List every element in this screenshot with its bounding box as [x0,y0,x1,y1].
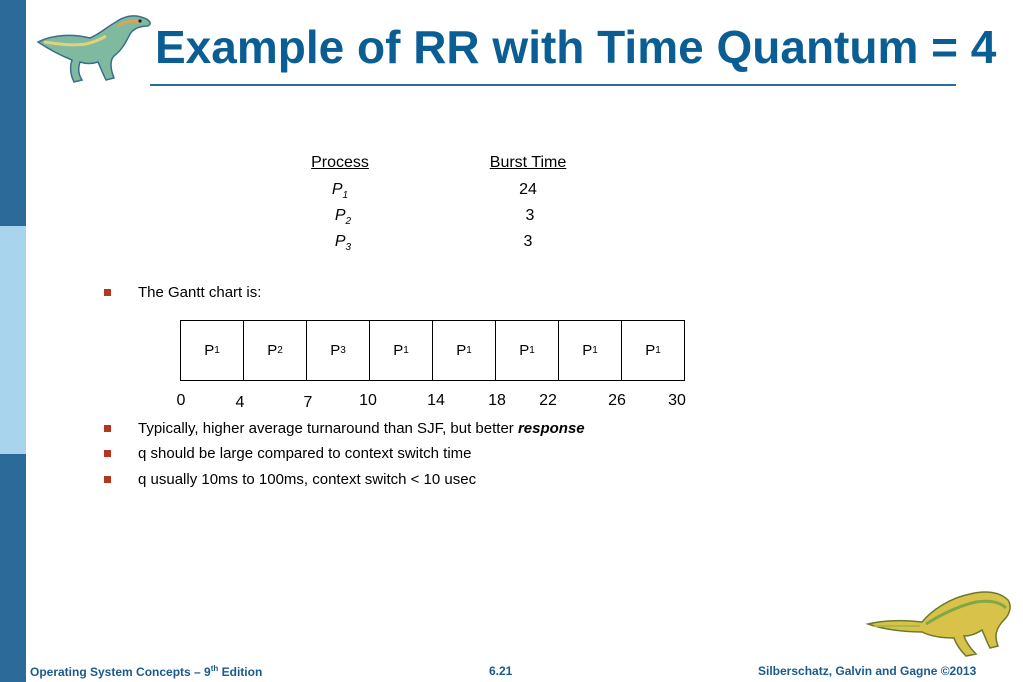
gantt-cell: P 1 [181,321,244,380]
gantt-tick-label: 22 [539,392,557,409]
process-name: $P_2$ [334,207,352,228]
gantt-tick-label: 7 [303,394,313,411]
gantt-cell: P 1 [645,342,661,359]
gantt-tick-label: 0 [176,392,186,409]
bullet-text: Typically, higher average turnaround than SJF, but better response [138,420,585,437]
gantt-tick-label: 26 [608,392,626,409]
title-divider [150,84,956,86]
bullet-text: q usually 10ms to 100ms, context switch < 10 usec [138,471,477,488]
sidebar-segment-middle [0,226,26,454]
gantt-cell: P 1 [370,321,433,380]
bullet-marker [104,425,111,432]
dinosaur-icon [34,4,156,86]
footer-copyright: Silberschatz, Galvin and Gagne ©2013 [758,664,977,678]
gantt-intro-text: The Gantt chart is: [138,284,262,301]
gantt-tick-label: 10 [359,392,377,409]
left-sidebar [0,0,26,682]
gantt-tick-label: 4 [235,394,245,411]
burst-time: 24 [519,181,537,198]
gantt-cell: P 1 [496,321,559,380]
sidebar-segment-bottom [0,454,26,682]
gantt-cell: P 1 [559,321,622,380]
gantt-cell: P 3 [307,321,370,380]
gantt-tick-label: 14 [427,392,445,409]
bullet-marker [104,289,111,296]
bullet-text: q should be large compared to context switch time [138,445,472,462]
process-header: Process [311,154,369,171]
dinosaur-icon [866,584,1014,660]
process-name: $P_1$ [331,181,349,202]
sidebar-segment-top [0,0,26,226]
gantt-cell: P 1 [433,321,496,380]
slide-title: Example of RR with Time Quantum = 4 [155,21,997,73]
bullet-marker [104,476,111,483]
emphasis-text: response [517,420,585,437]
footer-page-number: 6.21 [489,664,513,678]
gantt-cell: P 2 [244,321,307,380]
footer-book-title: Operating System Concepts – 9th Edition [30,664,263,679]
process-name: $P_3$ [334,233,352,254]
gantt-tick-label: 18 [488,392,506,409]
burst-time: 3 [525,207,535,224]
burst-time-header: Burst Time [489,154,567,171]
burst-time: 3 [523,233,533,250]
gantt-tick-label: 30 [668,392,686,409]
gantt-chart [180,320,685,381]
bullet-marker [104,450,111,457]
